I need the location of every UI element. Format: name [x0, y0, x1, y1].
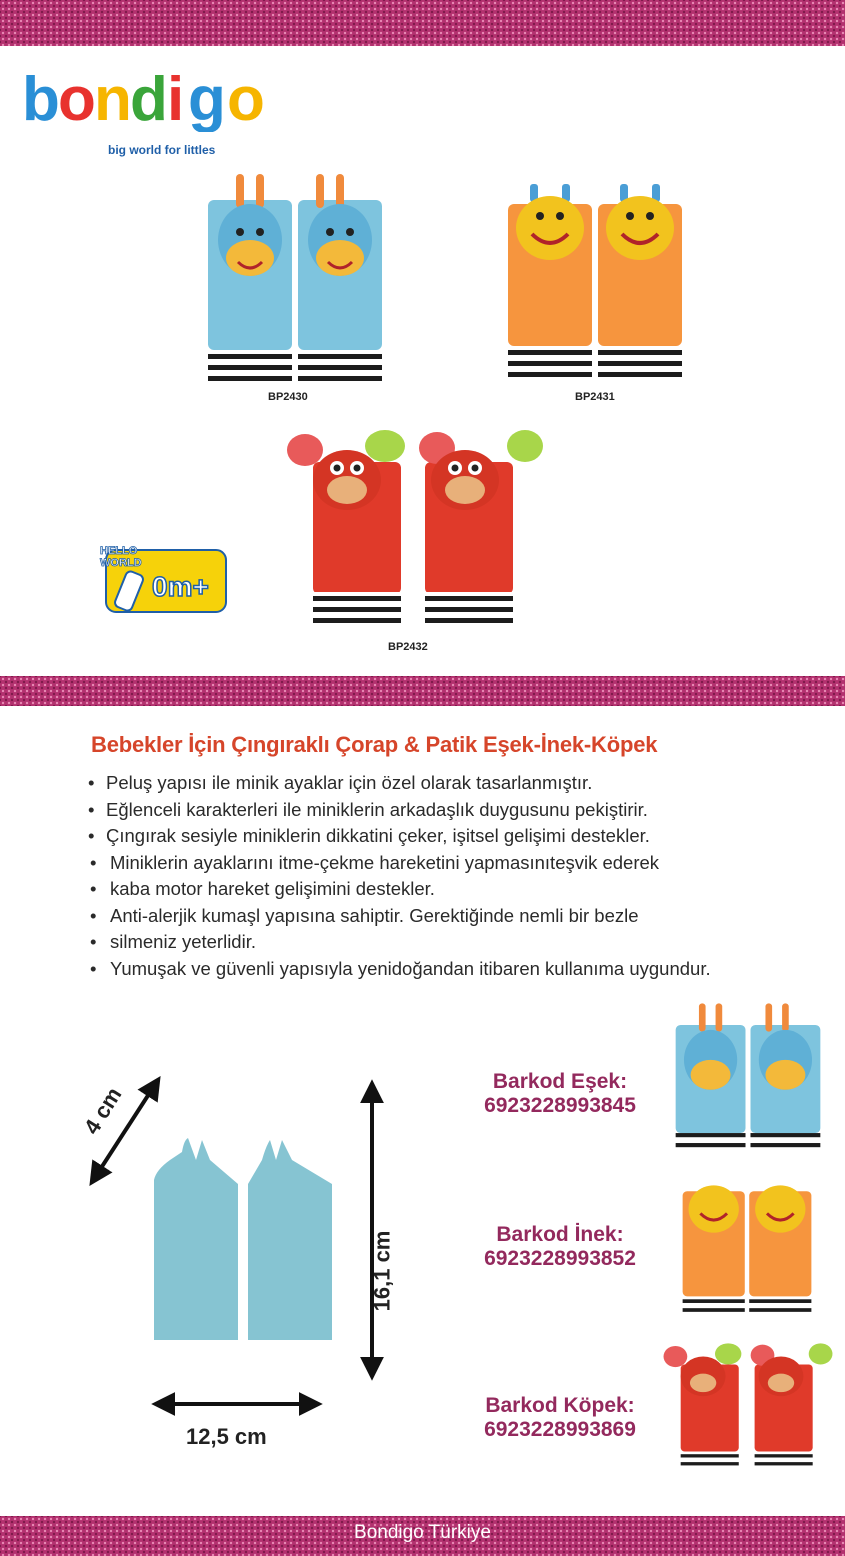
logo-tagline: big world for littles: [108, 143, 216, 157]
product-image-dog: [285, 428, 545, 628]
top-band: [0, 0, 845, 46]
product-image-cow: [500, 178, 690, 383]
thumb-dog: [662, 1342, 834, 1474]
barcode-donkey: Barkod Eşek: 6923228993845: [484, 1070, 636, 1117]
product-title: Bebekler İçin Çıngıraklı Çorap & Patik Eşek-İnek-Köpek: [91, 732, 658, 757]
product-image-donkey: [200, 170, 390, 385]
logo-letter: i: [167, 65, 185, 132]
barcode-cow: Barkod İnek: 6923228993852: [484, 1223, 636, 1270]
feature-item-continued: • silmeniz yeterlidir.: [88, 929, 711, 956]
footer-text: Bondigo Türkiye: [354, 1522, 491, 1543]
feature-item: • Peluş yapısı ile minik ayaklar için özel olarak tasarlanmıştır.: [88, 770, 711, 797]
logo-letter: o: [58, 65, 96, 132]
feature-item: • Eğlenceli karakterleri ile miniklerin arkadaşlık duygusunu pekiştirir.: [88, 797, 711, 824]
product-code: BP2432: [388, 641, 428, 653]
barcode-dog: Barkod Köpek: 6923228993869: [484, 1394, 636, 1441]
product-code: BP2430: [268, 391, 308, 403]
badge-line2: WORLD: [100, 557, 142, 569]
badge-line1: HELLO: [100, 545, 138, 557]
depth-label: 4 cm: [78, 1082, 127, 1139]
sock-outline-left: [154, 1138, 238, 1340]
logo-letter: o: [227, 65, 265, 132]
product-code: BP2431: [575, 391, 615, 403]
feature-list: [88, 770, 711, 982]
feature-item: • Miniklerin ayaklarını itme-çekme hareketini yapmasınıteşvik ederek: [88, 850, 711, 877]
width-label: 12,5 cm: [186, 1424, 267, 1449]
thumb-cow: [676, 1172, 818, 1320]
thumb-donkey: [668, 1000, 828, 1158]
logo-letter: n: [94, 65, 132, 132]
feature-item-continued: • kaba motor hareket gelişimini destekler.: [88, 876, 711, 903]
height-label: 16,1 cm: [369, 1230, 395, 1312]
age-badge: [96, 540, 230, 616]
logo-letter: b: [22, 65, 60, 132]
bondigo-logo: [22, 62, 284, 132]
feature-item: • Çıngırak sesiyle miniklerin dikkatini çeker, işitsel gelişimi destekler.: [88, 823, 711, 850]
logo-letter: g: [188, 65, 226, 132]
middle-band: [0, 676, 845, 706]
logo-letter: d: [130, 65, 168, 132]
feature-item: • Yumuşak ve güvenli yapısıyla yenidoğandan itibaren kullanıma uygundur.: [88, 956, 711, 983]
feature-item: • Anti-alerjik kumaşl yapısına sahiptir. Gerektiğinde nemli bir bezle: [88, 903, 711, 930]
badge-age: 0m+: [152, 571, 209, 602]
sock-outline-right: [248, 1140, 332, 1340]
